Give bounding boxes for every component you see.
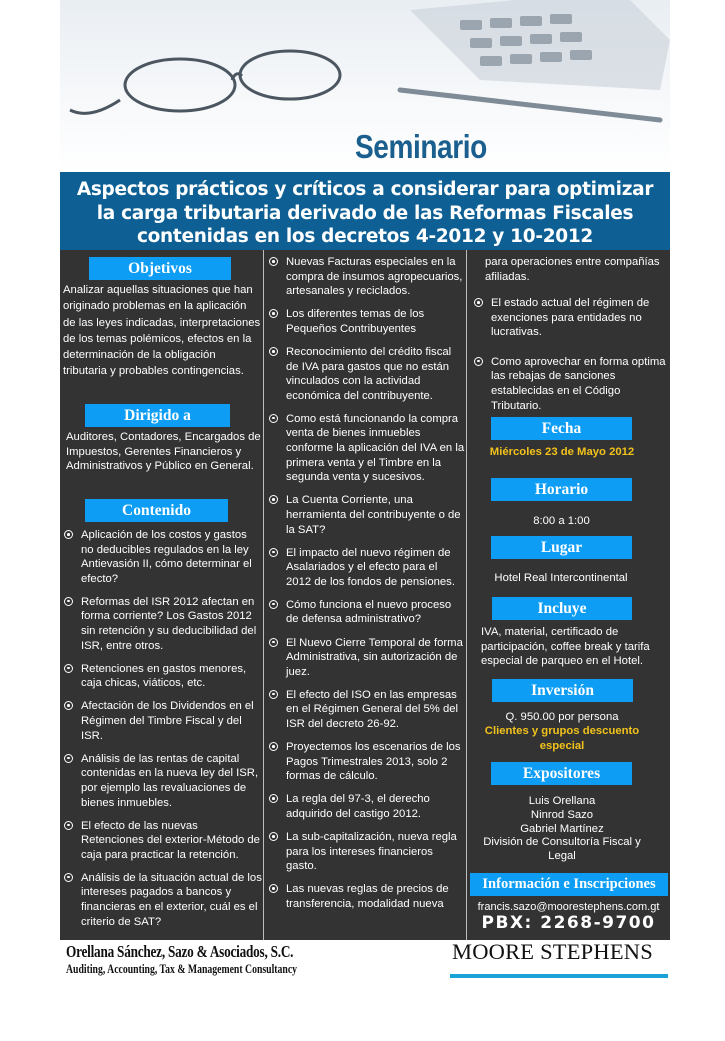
list-item [269, 493, 465, 537]
contenido-heading: Contenido [85, 499, 228, 522]
item-text: Análisis de las rentas de capital contenidas en la nueva ley del ISR, por ejemplo las revaluaciones de bienes inmuebles. [81, 752, 259, 809]
list-item [64, 699, 262, 743]
item-text: Proyectemos los escenarios de los Pagos Trimestrales 2013, solo 2 formas de cálculo. [286, 741, 461, 783]
fecha-heading: Fecha [491, 417, 632, 440]
contenido-list-1 [64, 528, 262, 938]
inversion-heading: Inversión [492, 679, 633, 702]
title-line: Aspectos prácticos y críticos a considerar para optimizar [76, 179, 654, 200]
list-item [474, 355, 668, 413]
list-item [64, 752, 262, 810]
bullet-icon [269, 257, 278, 266]
speaker-name: Ninrod Sazo [530, 808, 594, 821]
list-item [64, 871, 262, 929]
item-text: El efecto de las nuevas Retenciones del exterior-Método de caja para practicar la retención. [81, 819, 260, 861]
list-item [269, 688, 465, 732]
item-text: El Nuevo Cierre Temporal de forma Administrativa, sin autorización de juez. [286, 636, 463, 678]
bullet-icon [269, 414, 278, 423]
item-text: Afectación de los Dividendos en el Régimen del Timbre Fiscal y del ISR. [81, 700, 254, 742]
firm-logo [66, 942, 362, 977]
item-text: El impacto del nuevo régimen de Asalariados y el efecto para el 2012 de los fondos de pensiones. [286, 546, 455, 588]
horario-value: 8:00 a 1:00 [533, 515, 590, 527]
item-text: La Cuenta Corriente, una herramienta del contribuyente o de la SAT? [286, 494, 461, 536]
list-item [474, 296, 668, 340]
bullet-icon [269, 309, 278, 318]
list-item [269, 830, 465, 874]
list-item [269, 792, 465, 821]
bullet-icon [269, 600, 278, 609]
list-item [269, 636, 465, 680]
column-middle [263, 250, 467, 940]
item-text: Cómo funciona el nuevo proceso de defensa administrativo? [286, 598, 452, 626]
content-panel [60, 250, 670, 940]
list-item [269, 345, 465, 403]
list-item [269, 882, 465, 911]
bullet-icon [64, 754, 73, 763]
brand-underline [450, 974, 668, 978]
bullet-icon [269, 638, 278, 647]
bullet-icon [474, 357, 483, 366]
bullet-icon [64, 597, 73, 606]
item-text: Análisis de la situación actual de los intereses pagados a bancos y financieras en el exterior, cuál es el criterio de SAT? [81, 871, 262, 928]
dirigido-heading: Dirigido a [85, 404, 230, 427]
incluye-value: IVA, material, certificado de participación, coffee break y tarifa especial de parqueo en el Hotel. [481, 626, 650, 668]
list-item [64, 662, 262, 691]
bullet-icon [474, 298, 483, 307]
bullet-icon [269, 495, 278, 504]
item-text: El estado actual del régimen de exenciones para entidades no lucrativas. [491, 297, 650, 339]
item-text: La regla del 97-3, el derecho adquirido del castigo 2012. [286, 793, 430, 820]
bullet-icon [269, 832, 278, 841]
horario-heading: Horario [491, 478, 632, 501]
firm-name: Orellana Sánchez, Sazo & Asociados, S.C. [66, 942, 294, 961]
column-left [60, 250, 263, 940]
list-item [64, 595, 262, 653]
bullet-icon [64, 821, 73, 830]
list-item [269, 598, 465, 627]
contact-email[interactable]: francis.sazo@moorestephens.com.gt [477, 901, 660, 913]
bullet-icon [269, 548, 278, 557]
expositores-list [471, 795, 653, 864]
item-text: El efecto del ISO en las empresas en el Régimen General del 5% del ISR del decreto 26-92. [286, 688, 459, 731]
item-text: Reformas del ISR 2012 afectan en forma corriente? Los Gastos 2012 sin retención y su deducibilidad del ISR, entre otros. [81, 595, 257, 652]
item-text: Reconocimiento del crédito fiscal de IVA para gastos que no están vinculados con la actividad económica del contribuyente. [286, 345, 452, 402]
dirigido-text: Auditores, Contadores, Encargados de Impuestos, Gerentes Financieros y Administrativos y Público en General. [66, 431, 261, 473]
speaker-name: Luis Orellana [528, 795, 596, 807]
bullet-icon [64, 701, 73, 710]
bullet-icon [269, 742, 278, 751]
incluye-heading: Incluye [492, 597, 632, 620]
bullet-icon [64, 664, 73, 673]
title-line: la carga tributaria derivado de las Reformas Fiscales [96, 202, 634, 224]
contact-phone: PBX: 2268-9700 [481, 913, 656, 933]
speaker-division: División de Consultoría Fiscal y Legal [483, 836, 641, 863]
lugar-heading: Lugar [491, 536, 632, 559]
informacion-heading: Información e Inscripciones [470, 873, 668, 896]
contenido-list-2 [269, 255, 465, 920]
list-item [64, 819, 262, 863]
item-text: Nuevas Facturas especiales en la compra de insumos agropecuarios, artesanales y reciclados. [286, 256, 463, 298]
list-item-continuation: para operaciones entre compañías afiliadas. [485, 256, 660, 283]
speaker-name: Gabriel Martínez [520, 822, 604, 835]
bullet-icon [269, 794, 278, 803]
bullet-icon [269, 884, 278, 893]
lugar-value: Hotel Real Intercontinental [494, 572, 628, 584]
item-text: Aplicación de los costos y gastos no deducibles regulados en la ley Antievasión II, cómo determinar el efecto? [81, 529, 252, 585]
item-text: Como aprovechar en forma optima las rebajas de sanciones establecidas en el Código Tributario. [491, 355, 666, 412]
list-item [269, 546, 465, 590]
objetivos-text: Analizar aquellas situaciones que han originado problemas en la aplicación de las leyes indicadas, interpretaciones de los temas polémicos, efectos en la determinación de la obligación tributaria y probables contingencias. [63, 284, 261, 378]
list-item [269, 412, 465, 485]
contenido-list-3 [474, 296, 668, 422]
objetivos-heading: Objetivos [89, 257, 231, 280]
seminar-title [60, 172, 670, 250]
title-line: contenidas en los decretos 4-2012 y 10-2012 [136, 226, 593, 247]
seminario-heading: Seminario [355, 128, 487, 165]
list-item [269, 255, 465, 299]
item-text: Los diferentes temas de los Pequeños Contribuyentes [286, 308, 425, 335]
item-text: Como está funcionando la compra venta de bienes inmuebles conforme la aplicación del IVA en la primera venta y el Timbre en la segunda venta y sucesivos. [286, 412, 465, 484]
inversion-price: Q. 950.00 por persona [505, 711, 619, 723]
bullet-icon [64, 873, 73, 882]
expositores-heading: Expositores [491, 762, 632, 785]
bullet-icon [269, 690, 278, 699]
list-item [269, 740, 465, 784]
item-text: Retenciones en gastos menores, caja chicas, viáticos, etc. [81, 662, 247, 690]
list-item [269, 307, 465, 336]
bullet-icon [64, 530, 73, 539]
list-item [64, 528, 262, 586]
item-text: Las nuevas reglas de precios de transferencia, modalidad nueva [286, 883, 449, 910]
moore-stephens-logo: MOORE STEPHENS [452, 939, 653, 964]
fecha-value: Miércoles 23 de Mayo 2012 [489, 446, 635, 458]
firm-tagline: Auditing, Accounting, Tax & Management Consultancy [66, 962, 298, 976]
item-text: La sub-capitalización, nueva regla para los intereses financieros gasto. [286, 831, 457, 873]
bullet-icon [269, 347, 278, 356]
column-right [467, 250, 670, 940]
header-photo [60, 0, 670, 172]
inversion-discount: Clientes y grupos descuento especial [484, 725, 640, 752]
